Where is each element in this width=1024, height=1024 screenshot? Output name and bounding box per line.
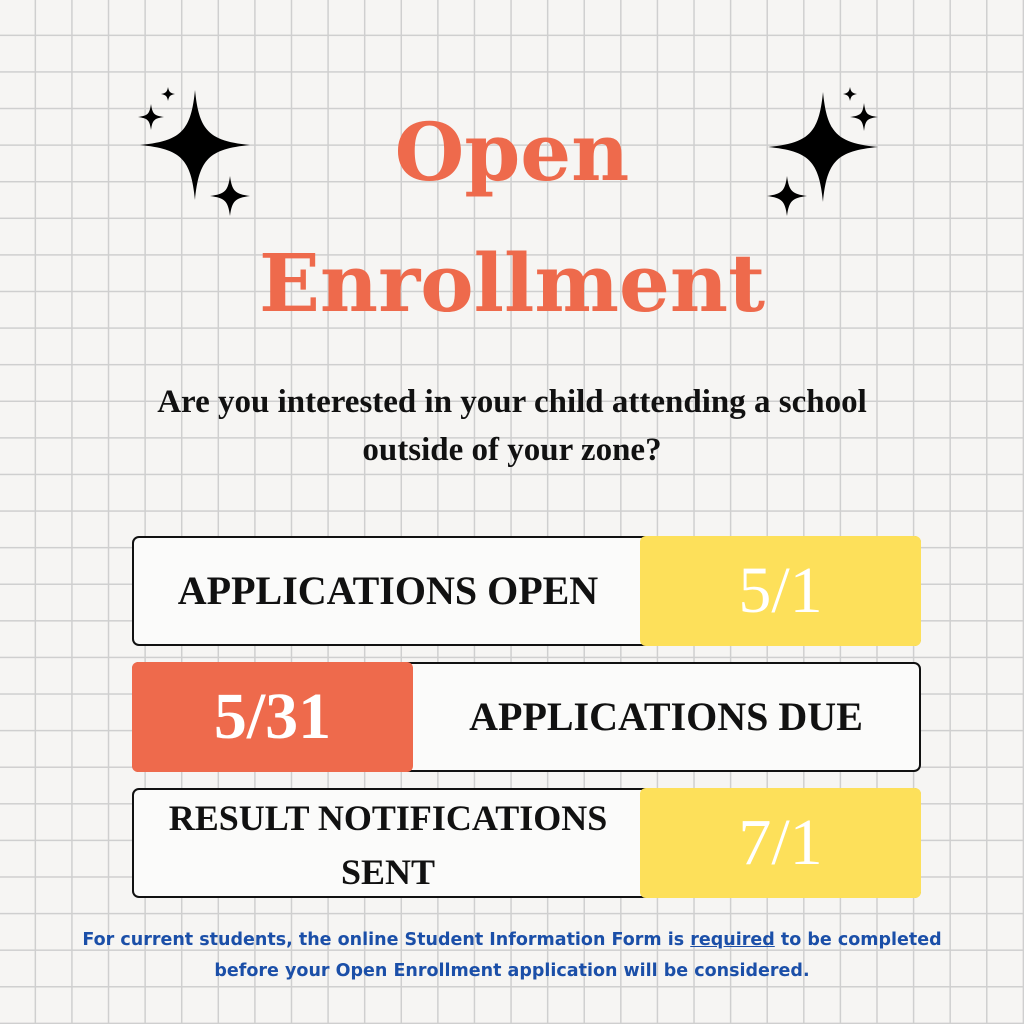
- date-badge-applications-due: 5/31: [132, 662, 413, 772]
- title-line-2: Enrollment: [258, 236, 766, 330]
- footer-note-emphasis: required: [690, 930, 775, 950]
- sparkle-icon-left-dot: [161, 87, 175, 101]
- footer-note-after: to be completed before your Open Enrollment application will be considered.: [214, 930, 942, 981]
- sparkle-icon-right-dot: [843, 87, 857, 101]
- footer-note-before: For current students, the online Student Information Form is: [82, 930, 691, 950]
- question-text: Are you interested in your child attending a school outside of your zone?: [157, 384, 867, 468]
- timeline-label: APPLICATIONS DUE: [469, 694, 863, 739]
- title-line-1: Open: [394, 105, 630, 199]
- footer-note: [70, 925, 954, 987]
- date-badge-result-notifications: 7/1: [640, 788, 921, 898]
- timeline-label: RESULT NOTIFICATIONS SENT: [168, 797, 608, 892]
- date-badge-applications-open: 5/1: [640, 536, 921, 646]
- timeline-label: APPLICATIONS OPEN: [177, 568, 599, 613]
